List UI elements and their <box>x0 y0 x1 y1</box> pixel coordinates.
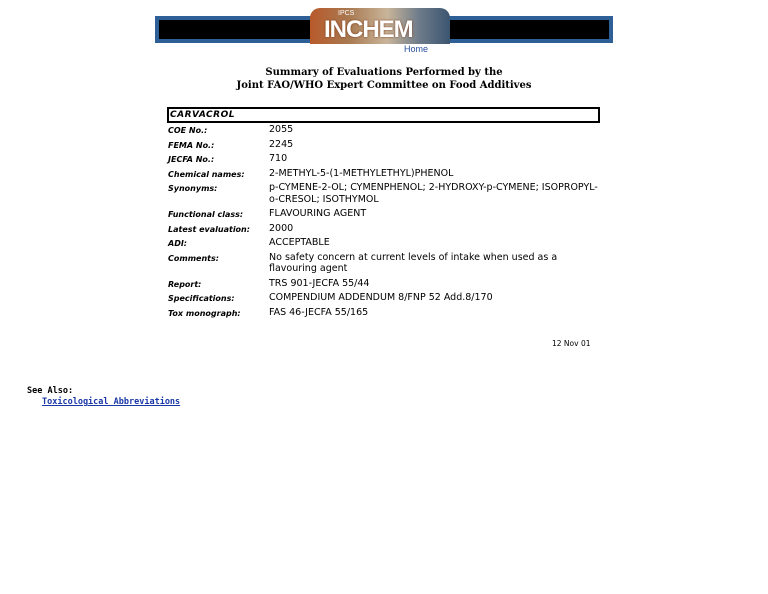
field-value: FLAVOURING AGENT <box>269 208 367 219</box>
field-label: Chemical names: <box>168 169 245 179</box>
field-label: Comments: <box>168 253 219 263</box>
title-line-1: Summary of Evaluations Performed by the <box>265 67 503 78</box>
field-value: 2-METHYL-5-(1-METHYLETHYL)PHENOL <box>269 167 454 179</box>
page-title <box>155 66 613 92</box>
evaluation-table <box>168 124 608 321</box>
home-link[interactable]: Home <box>404 44 429 54</box>
field-label: ADI: <box>168 239 188 248</box>
title-line-2: Joint FAO/WHO Expert Committee on Food Additives <box>236 80 532 91</box>
field-label: Functional class: <box>168 210 244 219</box>
row-jecfa <box>168 153 608 168</box>
inchem-logo[interactable] <box>310 8 450 44</box>
field-label: Latest evaluation: <box>168 224 250 234</box>
logo-ipcs-text: IPCS <box>338 10 355 17</box>
toxicological-abbreviations-link[interactable]: Toxicological Abbreviations <box>42 397 181 407</box>
logo-inchem-text: INCHEM <box>324 16 413 43</box>
row-report <box>168 278 608 293</box>
see-also-label: See Also: <box>27 386 74 396</box>
field-value: 2245 <box>269 138 294 150</box>
field-label: FEMA No.: <box>168 140 215 150</box>
row-comments <box>168 252 608 278</box>
row-chemical-names <box>168 168 608 183</box>
field-value: ACCEPTABLE <box>269 237 330 248</box>
row-latest-evaluation <box>168 223 608 238</box>
field-value: COMPENDIUM ADDENDUM 8/FNP 52 Add.8/170 <box>269 292 493 303</box>
field-label: Report: <box>168 279 202 289</box>
field-value: TRS 901-JECFA 55/44 <box>269 277 370 289</box>
row-coe <box>168 124 608 139</box>
row-fema <box>168 139 608 154</box>
field-value: FAS 46-JECFA 55/165 <box>269 306 369 318</box>
row-functional-class <box>168 208 608 223</box>
row-specifications <box>168 292 608 307</box>
row-tox-monograph <box>168 307 608 322</box>
field-label: Synonyms: <box>168 184 218 193</box>
substance-name: CARVACROL <box>167 107 600 123</box>
field-value: p-CYMENE-2-OL; CYMENPHENOL; 2-HYDROXY-p-CYMENE; ISOPROPYL-o-CRESOL; ISOTHYMOL <box>269 182 598 205</box>
field-value: 710 <box>269 153 288 164</box>
field-value: 2000 <box>269 222 294 234</box>
field-label: JECFA No.: <box>168 155 215 164</box>
revision-date: 12 Nov 01 <box>552 339 591 348</box>
row-adi <box>168 237 608 252</box>
row-synonyms <box>168 182 608 208</box>
field-label: Tox monograph: <box>168 308 241 318</box>
field-label: Specifications: <box>168 294 235 303</box>
field-value: 2055 <box>269 124 294 135</box>
field-label: COE No.: <box>168 126 208 135</box>
field-value: No safety concern at current levels of intake when used as a flavouring agent <box>269 251 558 274</box>
